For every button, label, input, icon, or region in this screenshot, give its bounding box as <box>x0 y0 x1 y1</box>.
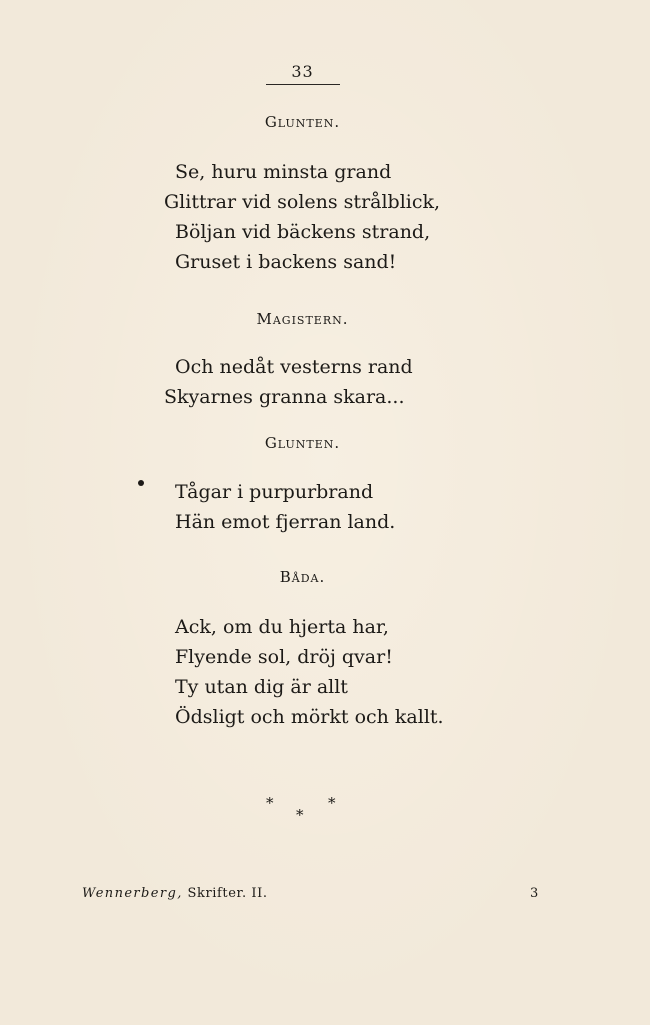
verse-line: Flyende sol, dröj qvar! <box>175 646 393 668</box>
footer-signature-mark: 3 <box>530 886 539 901</box>
verse-line: Böljan vid bäckens strand, <box>175 221 431 243</box>
asterism-star: * <box>296 806 304 824</box>
footer-title: Skrifter. <box>187 886 247 901</box>
asterism-star: * <box>328 794 336 812</box>
verse-line: Och nedåt vesterns rand <box>175 356 413 378</box>
footer-author: Wennerberg, <box>82 886 183 901</box>
verse-line: Ödsligt och mörkt och kallt. <box>175 706 444 728</box>
verse-line: Ty utan dig är allt <box>175 676 348 698</box>
footer-volume: II. <box>251 886 268 901</box>
speaker-heading-bada: Båda. <box>279 568 326 586</box>
speaker-heading-glunten: Glunten. <box>264 113 341 131</box>
footer-signature-line <box>82 886 268 901</box>
verse-line: Hän emot fjerran land. <box>175 511 396 533</box>
verse-line: Ack, om du hjerta har, <box>175 616 389 638</box>
verse-line: Glittrar vid solens strålblick, <box>164 191 441 213</box>
verse-line: Se, huru minsta grand <box>175 161 392 183</box>
stanza-4 <box>164 612 444 732</box>
verse-line: Gruset i backens sand! <box>175 251 397 273</box>
speaker-heading-magistern: Magistern. <box>256 310 349 328</box>
page-number-rule <box>266 84 340 85</box>
margin-dot <box>138 480 144 486</box>
speaker-heading-glunten: Glunten. <box>264 434 341 452</box>
asterism <box>262 794 346 828</box>
verse-line: Skyarnes granna skara... <box>164 386 405 408</box>
page-number: 33 <box>291 62 314 81</box>
stanza-3 <box>164 477 395 537</box>
asterism-star: * <box>266 794 274 812</box>
verse-line: Tågar i purpurbrand <box>175 481 374 503</box>
stanza-2 <box>164 352 413 412</box>
stanza-1 <box>164 157 440 277</box>
